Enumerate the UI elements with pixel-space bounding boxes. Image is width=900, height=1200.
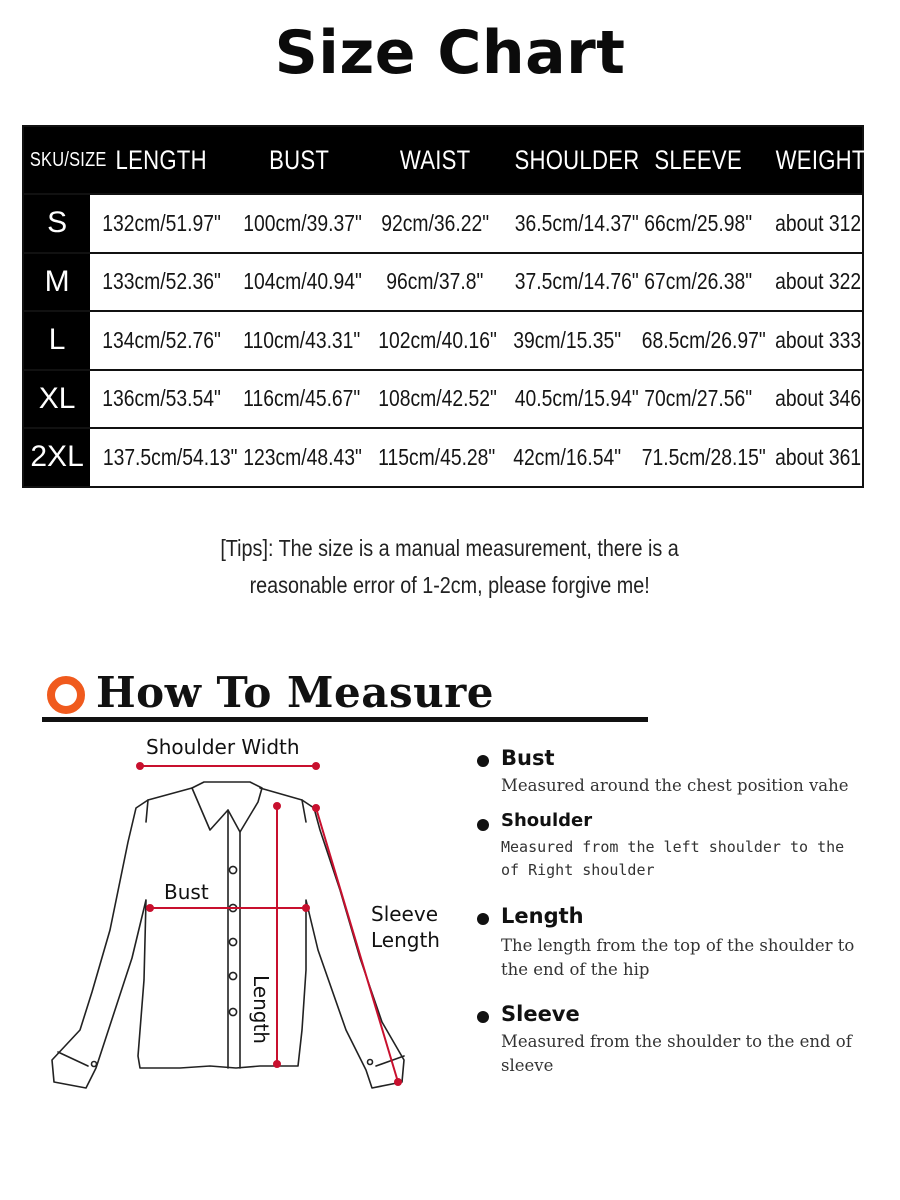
shoulder-value: 42cm/16.54" [513, 443, 622, 470]
table-row [23, 194, 863, 253]
bullet-icon [477, 819, 489, 831]
weight-value: about 322 [774, 268, 861, 295]
length-value: 137.5cm/54.13" [102, 443, 238, 470]
size-table [22, 125, 888, 488]
length-cell [90, 370, 232, 429]
header-size: SKU/SIZE [29, 148, 107, 171]
shirt-diagram [40, 730, 470, 1110]
shoulder-cell [503, 194, 639, 253]
bust-cell [232, 253, 366, 312]
how-to-measure-title: How To Measure [96, 668, 495, 717]
weight-cell [767, 428, 863, 487]
weight-value: about 312 [774, 209, 861, 236]
sleeve-cell [630, 370, 766, 429]
shoulder-value: 39cm/15.35" [513, 326, 622, 353]
table-row [23, 428, 863, 487]
shoulder-value: 37.5cm/14.76" [514, 268, 639, 295]
length-value: 132cm/51.97" [102, 209, 221, 236]
how-to-measure-header [42, 668, 652, 724]
bullet-icon [477, 755, 489, 767]
sleeve-cell [630, 253, 766, 312]
waist-cell [367, 253, 503, 312]
bust-label: Bust [164, 880, 209, 904]
length-cell [90, 311, 232, 370]
sleeve-cell [630, 311, 766, 370]
waist-value: 115cm/45.28" [377, 443, 496, 470]
size-cell: L [23, 311, 90, 370]
shoulder-cell [503, 311, 630, 370]
legend-title: Sleeve [501, 1002, 580, 1026]
size-cell: XL [23, 370, 90, 429]
header-weight-label: WEIGHT [775, 144, 866, 175]
legend-desc: The length from the top of the shoulder to the end of the hip [501, 936, 855, 979]
shoulder-cell [503, 370, 639, 429]
waist-cell [367, 194, 503, 253]
length-cell [90, 194, 232, 253]
weight-value: about 361 [774, 443, 861, 470]
waist-value: 92cm/36.22" [381, 209, 489, 236]
header-length: LENGTH [115, 144, 207, 175]
bust-cell [232, 194, 366, 253]
bust-value: 110cm/43.31" [243, 326, 361, 353]
weight-cell [767, 253, 863, 312]
legend-desc: Measured around the chest position vahe [501, 776, 849, 795]
waist-value: 96cm/37.8" [386, 268, 484, 295]
legend-desc: Measured from the shoulder to the end of sleeve [501, 1032, 852, 1075]
table-row [23, 311, 863, 370]
sleeve-value: 66cm/25.98" [644, 209, 753, 236]
table-header-row [23, 126, 863, 194]
table-row [23, 253, 863, 312]
waist-value: 108cm/42.52" [378, 385, 497, 412]
weight-value: about 333 [774, 326, 861, 353]
bust-cell [232, 428, 366, 487]
tips-note [0, 530, 900, 604]
legend-title: Shoulder [501, 810, 593, 831]
shoulder-value: 40.5cm/15.94" [514, 385, 639, 412]
bust-value: 116cm/45.67" [243, 385, 361, 412]
length-cell [90, 253, 232, 312]
bust-cell [232, 370, 366, 429]
tips-line-1: [Tips]: The size is a manual measurement, there is a [220, 535, 680, 561]
weight-cell [767, 194, 863, 253]
header-weight-unit: (G) [868, 155, 888, 173]
bullet-icon [477, 913, 489, 925]
sleeve-cell [630, 194, 766, 253]
waist-cell [367, 428, 503, 487]
weight-cell [767, 370, 863, 429]
bust-cell [232, 311, 366, 370]
length-value: 133cm/52.36" [102, 268, 221, 295]
sleeve-value: 68.5cm/26.97" [642, 326, 767, 353]
orange-ring-icon [47, 676, 85, 714]
sleeve-label-line-1: Sleeve [371, 902, 439, 926]
sleeve-cell [630, 428, 766, 487]
tips-line-2: reasonable error of 1-2cm, please forgive me! [249, 572, 651, 598]
waist-cell [367, 370, 503, 429]
header-weight [775, 126, 888, 194]
sleeve-label-line-2: Length [371, 928, 440, 952]
legend-title: Bust [501, 746, 555, 770]
waist-cell [367, 311, 503, 370]
shoulder-width-label: Shoulder Width [146, 735, 300, 759]
header-waist: WAIST [399, 144, 471, 175]
header-sleeve: SLEEVE [654, 144, 743, 175]
bust-value: 123cm/48.43" [243, 443, 363, 470]
weight-value: about 346 [774, 385, 861, 412]
sleeve-value: 70cm/27.56" [644, 385, 753, 412]
weight-cell [767, 311, 863, 370]
length-cell [90, 428, 238, 487]
size-cell: 2XL [23, 428, 90, 487]
sleeve-value: 67cm/26.38" [644, 268, 753, 295]
size-cell: M [23, 253, 90, 312]
bullet-icon [477, 1011, 489, 1023]
sleeve-value: 71.5cm/28.15" [642, 443, 767, 470]
waist-value: 102cm/40.16" [378, 326, 497, 353]
bust-value: 100cm/39.37" [243, 209, 363, 236]
length-value: 136cm/53.54" [102, 385, 221, 412]
legend-title: Length [501, 904, 584, 928]
page-title: Size Chart [274, 18, 626, 88]
legend-desc: Measured from the left shoulder to the of Right shoulder [501, 838, 845, 879]
table-row [23, 370, 863, 429]
shoulder-cell [503, 253, 639, 312]
header-underline [42, 717, 648, 722]
length-value: 134cm/52.76" [102, 326, 221, 353]
size-cell: S [23, 194, 90, 253]
bust-value: 104cm/40.94" [243, 268, 363, 295]
header-bust: BUST [269, 144, 330, 175]
shoulder-value: 36.5cm/14.37" [514, 209, 639, 236]
header-shoulder: SHOULDER [514, 144, 640, 175]
length-label: Length [249, 975, 273, 1044]
shoulder-cell [503, 428, 630, 487]
